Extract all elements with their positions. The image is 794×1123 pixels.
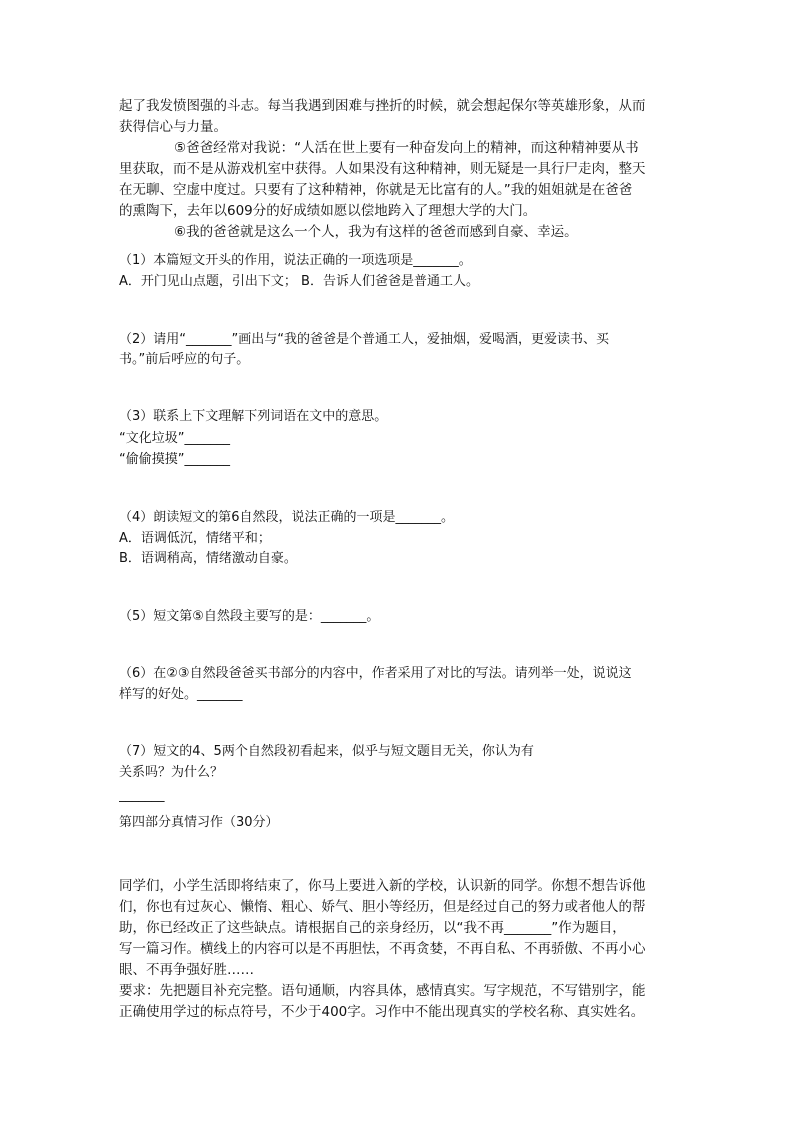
essay-line: 同学们，小学生活即将结束了，你马上要进入新的学校，认识新的同学。你想不想告诉他	[119, 878, 646, 894]
question-text: （2）请用“_______”画出与“我的爸爸是个普通工人，爱抽烟，爱喝酒，更爱读书、买	[119, 332, 609, 347]
passage-line: ⑥我的爸爸就是这么一个人，我为有这样的爸爸而感到自豪、幸运。	[174, 224, 578, 240]
passage-line: 起了我发愤图强的斗志。每当我遇到困难与挫折的时候，就会想起保尔等英雄形象，从而	[119, 98, 646, 114]
question-text: （4）朗读短文的第6自然段，说法正确的一项是_______。	[119, 510, 455, 525]
question-text: （1）本篇短文开头的作用，说法正确的一项选项是_______。	[119, 253, 472, 268]
question-text: 关系吗？为什么？	[119, 765, 224, 780]
question-option: A．语调低沉，情绪平和；	[119, 531, 271, 546]
passage-line: 里获取，而不是从游戏机室中获得。人如果没有这种精神，则无疑是一具行尸走肉，整天	[119, 161, 646, 177]
essay-line: 写一篇习作。横线上的内容可以是不再胆怯，不再贪婪，不再自私、不再骄傲、不再小心	[119, 941, 646, 957]
essay-line: 眼、不再争强好胜……	[119, 962, 254, 978]
question-option: A．开门见山点题，引出下文； B．告诉人们爸爸是普通工人。	[119, 274, 479, 289]
question-text: 样写的好处。_______	[119, 687, 243, 702]
passage-line: 获得信心与力量。	[119, 119, 227, 135]
question-text: （3）联系上下文理解下列词语在文中的意思。	[119, 409, 388, 424]
passage-line: ⑤爸爸经常对我说：“人活在世上要有一种奋发向上的精神，而这种精神要从书	[174, 140, 639, 156]
passage-line: 在无聊、空虚中度过。只要有了这种精神，你就是无比富有的人。”我的姐姐就是在爸爸	[119, 182, 633, 198]
question-option: B．语调稍高，情绪激动自豪。	[119, 551, 297, 566]
question-text: （6）在②③自然段爸爸买书部分的内容中，作者采用了对比的写法。请列举一处，说说这	[119, 666, 632, 681]
essay-requirement: 要求：先把题目补充完整。语句通顺，内容具体，感情真实。写字规范，不写错别字，能	[119, 983, 646, 999]
question-text: （5）短文第⑤自然段主要写的是：_______。	[119, 609, 380, 624]
question-item: “偷偷摸摸”_______	[119, 452, 230, 467]
answer-blank: _______	[119, 788, 165, 803]
question-text: 书。”前后呼应的句子。	[119, 352, 250, 367]
question-text: （7）短文的4、5两个自然段初看起来，似乎与短文题目无关，你认为有	[119, 744, 534, 759]
section-title: 第四部分真情习作（30分）	[119, 815, 279, 830]
essay-line: 助，你已经改正了这些缺点。请根据自己的亲身经历，以“我不再_______”作为题目，	[119, 920, 626, 936]
passage-line: 的熏陶下，去年以609分的好成绩如愿以偿地跨入了理想大学的大门。	[119, 203, 537, 219]
essay-line: 们，你也有过灰心、懒惰、粗心、娇气、胆小等经历，但是经过自己的努力或者他人的帮	[119, 899, 646, 915]
essay-requirement: 正确使用学过的标点符号，不少于400字。习作中不能出现真实的学校名称、真实姓名。	[119, 1004, 645, 1020]
question-item: “文化垃圾”_______	[119, 431, 230, 446]
